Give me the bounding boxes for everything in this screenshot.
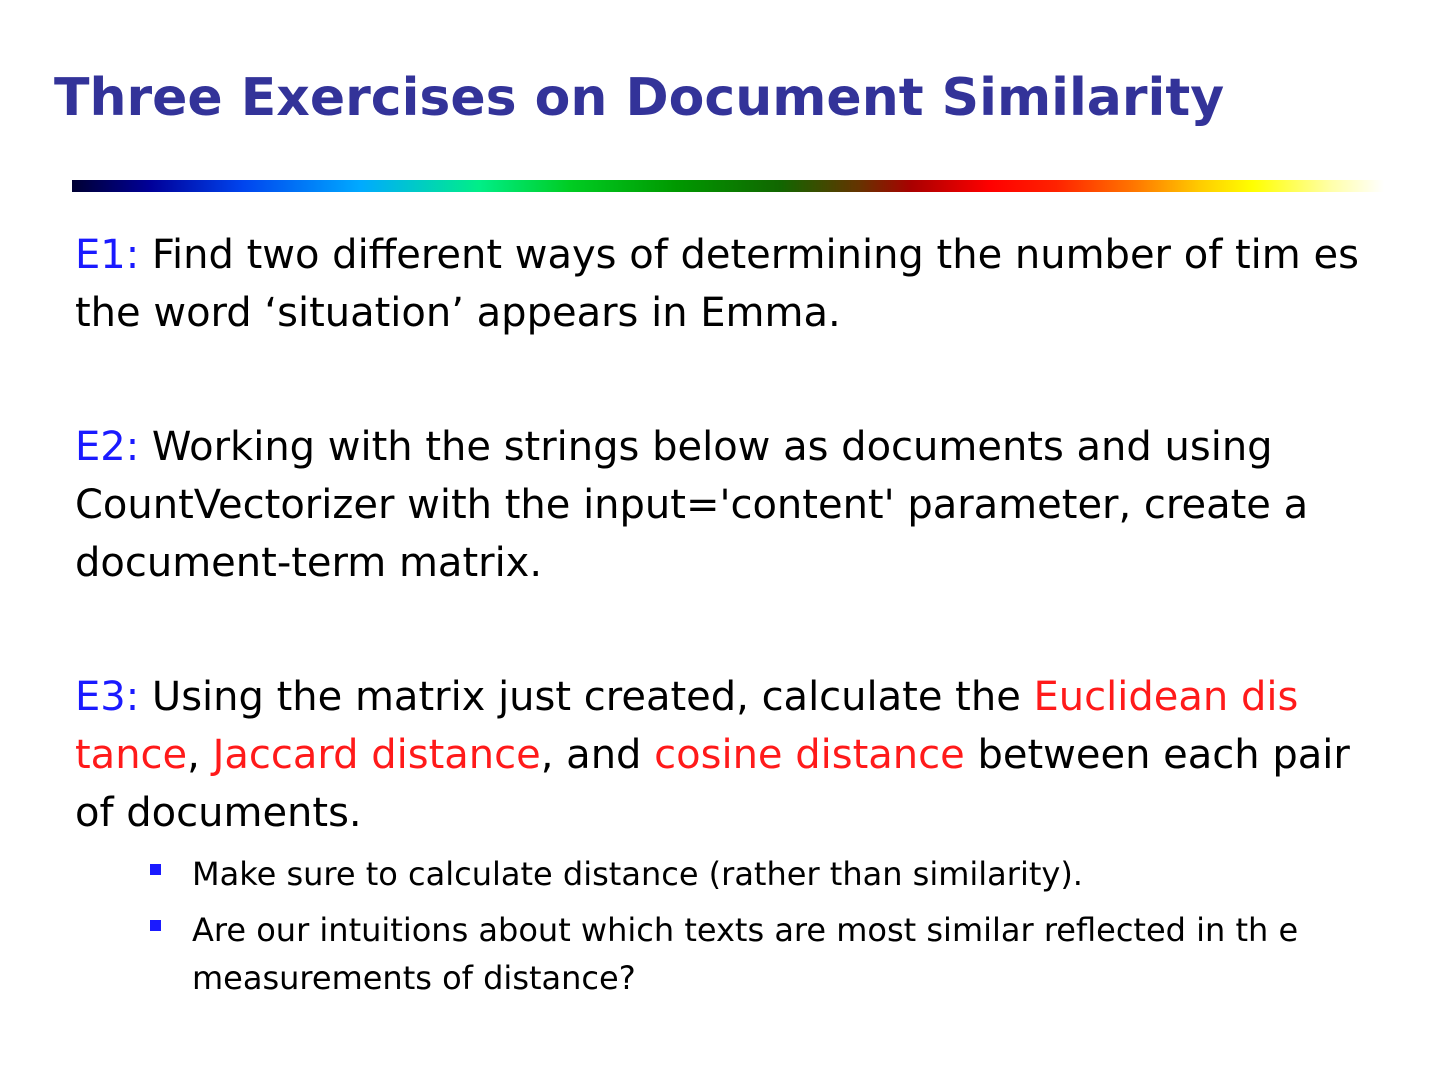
exercise-text-e1: Find two different ways of determining the number of tim es the word ‘situation’ appears in Emma. xyxy=(75,232,1359,336)
exercise-e1 xyxy=(75,226,1365,342)
exercise-e2 xyxy=(75,418,1365,592)
exercise-label-e1: E1: xyxy=(75,232,140,278)
exercise-text-e3-part3: , and xyxy=(540,732,655,778)
term-jaccard-distance: Jaccard distance xyxy=(212,732,541,778)
exercise-text-e2: Working with the strings below as documents and using CountVectorizer with the input='content' parameter, create a document-term matrix. xyxy=(75,424,1309,586)
bullet-text: Are our intuitions about which texts are most similar reflected in th e measurements of distance? xyxy=(192,911,1299,997)
slide-title: Three Exercises on Document Similarity xyxy=(54,68,1225,128)
term-cosine-distance: cosine distance xyxy=(654,732,965,778)
title-divider-rule xyxy=(72,180,1384,192)
exercise-text-e3-part4: between each pair of documents. xyxy=(75,732,1350,836)
square-bullet-icon xyxy=(150,920,161,931)
exercise-label-e3: E3: xyxy=(75,674,140,720)
e3-bullet-list xyxy=(148,850,1368,1010)
bullet-item xyxy=(148,906,1368,1002)
bullet-text: Make sure to calculate distance (rather than similarity). xyxy=(192,855,1083,893)
term-euclidean-distance: Euclidean dis tance xyxy=(75,674,1299,778)
exercise-label-e2: E2: xyxy=(75,424,140,470)
exercise-text-e3-part2: , xyxy=(187,732,213,778)
bullet-item xyxy=(148,850,1368,898)
exercise-text-e3-part1: Using the matrix just created, calculate the xyxy=(139,674,1034,720)
exercise-e3 xyxy=(75,668,1365,842)
square-bullet-icon xyxy=(150,864,161,875)
